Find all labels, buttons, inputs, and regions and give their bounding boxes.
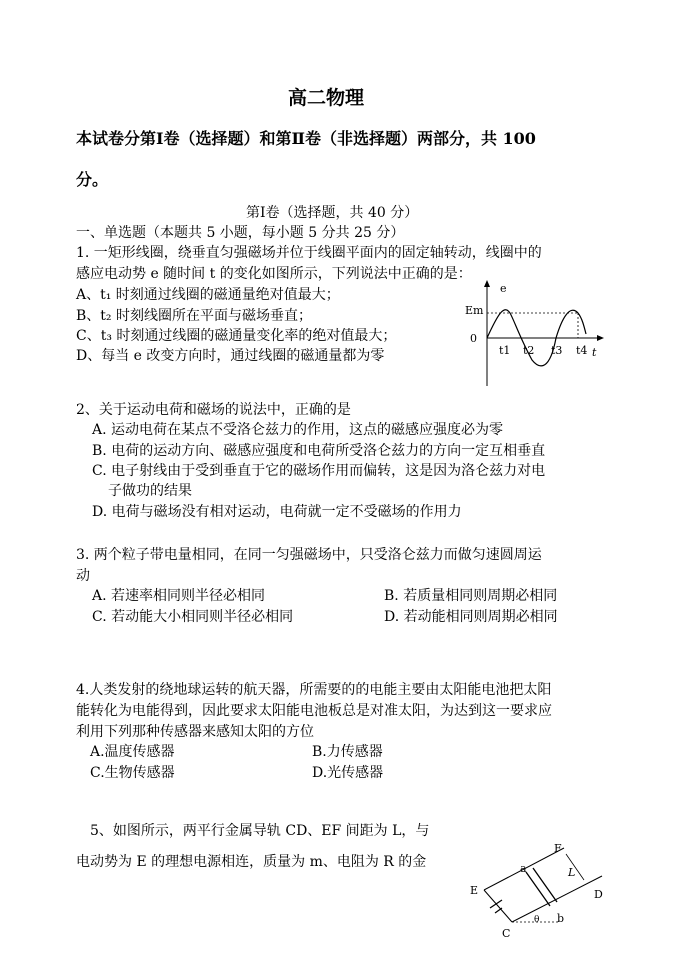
- graph-t4-label: t4: [576, 344, 588, 357]
- emf-time-graph: [460, 278, 610, 388]
- label-c: C: [502, 927, 511, 940]
- q4-option-c: C.生物传感器: [90, 765, 175, 781]
- graph-y-label: e: [500, 282, 507, 295]
- label-f: F: [554, 842, 562, 855]
- intro-line-1: 本试卷分第Ⅰ卷（选择题）和第Ⅱ卷（非选择题）两部分，共 100: [76, 129, 536, 148]
- q5-stem-1: 5、如图所示，两平行金属导轨 CD、EF 间距为 L，与: [90, 823, 430, 839]
- q4-stem-1: 4.人类发射的绕地球运转的航天器，所需要的的电能主要由太阳能电池把太阳: [76, 682, 552, 698]
- q1-option-b: B、t₂ 时刻线圈所在平面与磁场垂直；: [76, 308, 312, 324]
- rod-ab-1: [526, 872, 550, 906]
- q1-option-a: A、t₁ 时刻通过线圈的磁通量绝对值最大；: [76, 287, 340, 303]
- q4-stem-3: 利用下列那种传感器来感知太阳的方位: [76, 724, 314, 740]
- q1-option-c: C、t₃ 时刻通过线圈的磁通量变化率的绝对值最大；: [76, 328, 397, 344]
- q5-stem-2: 电动势为 E 的理想电源相连，质量为 m、电阻为 R 的金: [76, 854, 427, 870]
- graph-y-arrow: [484, 280, 490, 287]
- section-heading: 第Ⅰ卷（选择题，共 40 分）: [246, 205, 419, 221]
- graph-t-label: t: [592, 346, 597, 359]
- q4-option-d: D.光传感器: [312, 765, 384, 781]
- label-a: a: [520, 862, 527, 875]
- part-heading: 一、单选题（本题共 5 小题，每小题 5 分共 25 分）: [76, 225, 405, 241]
- label-d: D: [594, 888, 603, 901]
- page-title: 高二物理: [288, 87, 365, 109]
- label-e: E: [470, 884, 479, 897]
- label-b: b: [557, 912, 565, 925]
- intro-line-2: 分。: [76, 170, 109, 189]
- q2-stem: 2、关于运动电荷和磁场的说法中，正确的是: [76, 402, 351, 418]
- q1-stem-1: 1. 一矩形线圈，绕垂直匀强磁场并位于线圈平面内的固定轴转动，线圈中的: [76, 245, 542, 261]
- graph-zero-label: 0: [470, 332, 477, 345]
- rod-ab-2: [533, 868, 557, 902]
- graph-em-label: Em: [465, 304, 484, 317]
- q1-option-d: D、每当 e 改变方向时，通过线圈的磁通量都为零: [76, 348, 385, 364]
- q4-option-a: A.温度传感器: [90, 744, 175, 760]
- q3-option-d: D. 若动能相同则周期必相同: [384, 609, 558, 625]
- q3-option-b: B. 若质量相同则周期必相同: [384, 588, 558, 604]
- q2-option-c-2: 子做功的结果: [108, 483, 192, 499]
- q2-option-d: D. 电荷与磁场没有相对运动，电荷就一定不受磁场的作用力: [92, 504, 462, 520]
- q4-option-b: B.力传感器: [312, 744, 383, 760]
- graph-t2-label: t2: [523, 344, 535, 357]
- graph-t-arrow: [597, 335, 604, 341]
- rail-connector: [484, 890, 512, 922]
- q3-option-a: A. 若速率相同则半径必相同: [92, 588, 266, 604]
- q2-option-b: B. 电荷的运动方向、磁感应强度和电荷所受洛仑兹力的方向一定互相垂直: [92, 443, 546, 459]
- q3-option-c: C. 若动能大小相同则半径必相同: [92, 609, 294, 625]
- battery-plate-long: [490, 900, 502, 908]
- q2-option-a: A. 运动电荷在某点不受洛仑兹力的作用，这点的磁感应强度必为零: [92, 422, 504, 438]
- q2-option-c-1: C. 电子射线由于受到垂直于它的磁场作用而偏转，这是因为洛仑兹力对电: [92, 463, 546, 479]
- graph-t3-label: t3: [551, 344, 563, 357]
- label-l: L: [568, 866, 576, 879]
- q1-stem-2: 感应电动势 e 随时间 t 的变化如图所示，下列说法中正确的是：: [76, 266, 472, 282]
- rail-circuit-figure: [462, 840, 622, 975]
- q3-stem-1: 3. 两个粒子带电量相同，在同一匀强磁场中，只受洛仑兹力而做匀速圆周运: [76, 547, 542, 563]
- battery-plate-short: [495, 908, 502, 913]
- q3-stem-2: 动: [76, 568, 90, 584]
- q4-stem-2: 能转化为电能得到，因此要求太阳能电池板总是对准太阳，为达到这一要求应: [76, 703, 552, 719]
- graph-t1-label: t1: [499, 344, 511, 357]
- label-theta: θ: [534, 915, 540, 925]
